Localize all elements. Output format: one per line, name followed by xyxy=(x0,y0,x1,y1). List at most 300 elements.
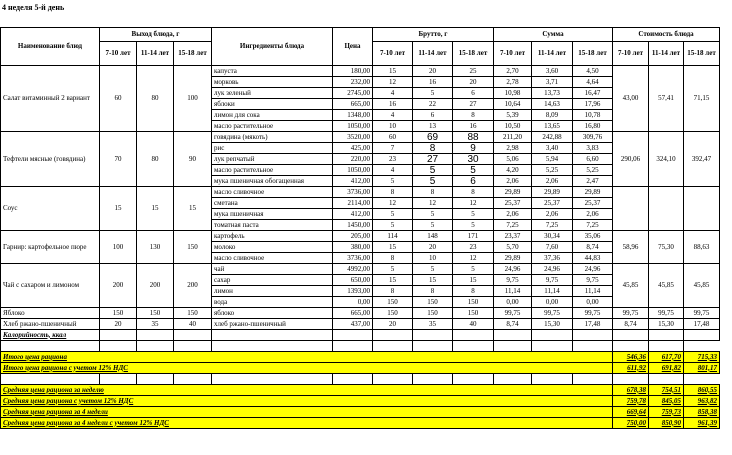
ingredient-sum: 9,75 xyxy=(532,275,573,286)
dish-cost xyxy=(649,187,684,231)
ingredient-gross: 22 xyxy=(413,99,453,110)
ingredient-sum: 4,20 xyxy=(494,165,532,176)
dish-cost: 45,85 xyxy=(684,264,720,308)
ingredient-sum: 0,00 xyxy=(494,297,532,308)
header-age: 7-10 лет xyxy=(613,42,649,66)
ingredient-gross: 5 xyxy=(453,209,494,220)
ingredient-sum: 3,40 xyxy=(532,143,573,154)
summary-row xyxy=(1,385,720,396)
ingredient-gross: 25 xyxy=(453,66,494,77)
ingredient-price: 665,00 xyxy=(333,308,373,319)
ingredient-gross: 5 xyxy=(373,264,413,275)
empty-cell xyxy=(212,330,333,341)
summary-row xyxy=(1,407,720,418)
ingredient-sum: 10,50 xyxy=(494,121,532,132)
summary-value: 759,78 xyxy=(613,396,649,407)
calories-label: Калорийность, ккал xyxy=(1,330,100,341)
dish-name: Хлеб ржано-пшеничный xyxy=(1,319,100,330)
dish-yield: 200 xyxy=(174,264,212,308)
ingredient-gross: 5 xyxy=(453,220,494,231)
ingredient-gross: 27 xyxy=(413,154,453,165)
header-cost: Стоимость блюда xyxy=(613,28,720,42)
dish-cost: 45,85 xyxy=(649,264,684,308)
dish-yield: 70 xyxy=(100,132,137,187)
ingredient-name: масло сливочное xyxy=(212,187,333,198)
summary-value: 801,17 xyxy=(684,363,720,374)
ingredient-gross: 150 xyxy=(453,297,494,308)
ingredient-sum: 5,25 xyxy=(532,165,573,176)
ingredient-sum: 211,20 xyxy=(494,132,532,143)
ingredient-gross: 9 xyxy=(453,143,494,154)
ingredient-sum: 7,25 xyxy=(532,220,573,231)
empty-cell xyxy=(1,374,100,385)
summary-label: Средняя цена рациона с учетом 12% НДС xyxy=(1,396,613,407)
dish-name: Гарнир: картофельное пюре xyxy=(1,231,100,264)
header-age: 11-14 лет xyxy=(532,42,573,66)
ingredient-sum: 16,80 xyxy=(573,121,613,132)
dish-yield: 130 xyxy=(137,231,174,264)
dish-yield: 150 xyxy=(100,308,137,319)
empty-cell xyxy=(573,374,613,385)
empty-cell xyxy=(100,374,137,385)
ingredient-sum: 7,25 xyxy=(494,220,532,231)
empty-cell xyxy=(453,341,494,352)
ingredient-sum: 10,98 xyxy=(494,88,532,99)
calories-row xyxy=(1,330,720,341)
dish-cost: 57,41 xyxy=(649,66,684,132)
table-row xyxy=(1,319,720,330)
ingredient-sum: 5,06 xyxy=(494,154,532,165)
empty-cell xyxy=(1,341,100,352)
dish-yield: 90 xyxy=(174,132,212,187)
summary-value: 860,55 xyxy=(684,385,720,396)
ingredient-gross: 8 xyxy=(413,187,453,198)
ingredient-gross: 150 xyxy=(413,297,453,308)
table-row xyxy=(1,187,720,198)
ingredient-price: 412,00 xyxy=(333,176,373,187)
ingredient-sum: 11,14 xyxy=(573,286,613,297)
summary-value: 715,33 xyxy=(684,352,720,363)
empty-cell xyxy=(212,374,333,385)
empty-cell xyxy=(212,341,333,352)
empty-cell xyxy=(174,341,212,352)
summary-value: 961,39 xyxy=(684,418,720,429)
ingredient-price: 1393,00 xyxy=(333,286,373,297)
ingredient-gross: 35 xyxy=(413,319,453,330)
ingredient-sum: 37,36 xyxy=(532,253,573,264)
ingredient-name: молоко xyxy=(212,242,333,253)
ingredient-gross: 20 xyxy=(373,319,413,330)
dish-cost: 15,30 xyxy=(649,319,684,330)
ingredient-gross: 8 xyxy=(453,110,494,121)
summary-value: 691,82 xyxy=(649,363,684,374)
dish-name: Яблоко xyxy=(1,308,100,319)
header-ingredients: Ингредиенты блюда xyxy=(212,28,333,66)
ingredient-gross: 5 xyxy=(453,165,494,176)
ingredient-name: томатная паста xyxy=(212,220,333,231)
dish-yield: 60 xyxy=(100,66,137,132)
ingredient-sum: 3,60 xyxy=(532,66,573,77)
ingredient-name: морковь xyxy=(212,77,333,88)
dish-name: Салат витаминный 2 вариант xyxy=(1,66,100,132)
ingredient-sum: 4,64 xyxy=(573,77,613,88)
empty-cell xyxy=(137,374,174,385)
ingredient-gross: 6 xyxy=(413,110,453,121)
header-row-groups xyxy=(1,28,720,42)
empty-cell xyxy=(613,330,649,341)
empty-cell xyxy=(649,330,684,341)
ingredient-name: сахар xyxy=(212,275,333,286)
ingredient-sum: 25,37 xyxy=(532,198,573,209)
dish-cost: 99,75 xyxy=(649,308,684,319)
empty-cell xyxy=(174,330,212,341)
ingredient-price: 0,00 xyxy=(333,297,373,308)
ingredient-price: 1050,00 xyxy=(333,121,373,132)
ingredient-gross: 15 xyxy=(373,242,413,253)
empty-cell xyxy=(137,341,174,352)
empty-cell xyxy=(174,374,212,385)
ingredient-gross: 8 xyxy=(373,253,413,264)
ingredient-price: 650,00 xyxy=(333,275,373,286)
ingredient-price: 2745,00 xyxy=(333,88,373,99)
ingredient-gross: 88 xyxy=(453,132,494,143)
ingredient-gross: 16 xyxy=(373,99,413,110)
empty-cell xyxy=(684,330,720,341)
ingredient-sum: 16,47 xyxy=(573,88,613,99)
summary-value: 611,92 xyxy=(613,363,649,374)
dish-yield: 15 xyxy=(174,187,212,231)
summary-label: Средняя цена рациона за 4 недели с учетом 12% НДС xyxy=(1,418,613,429)
ingredient-sum: 9,75 xyxy=(573,275,613,286)
dish-yield: 150 xyxy=(174,231,212,264)
ingredient-gross: 150 xyxy=(453,308,494,319)
dish-yield: 200 xyxy=(100,264,137,308)
ingredient-gross: 13 xyxy=(413,121,453,132)
header-age: 15-18 лет xyxy=(684,42,720,66)
ingredient-gross: 4 xyxy=(373,110,413,121)
ingredient-gross: 69 xyxy=(413,132,453,143)
ingredient-name: сметана xyxy=(212,198,333,209)
ingredient-gross: 8 xyxy=(373,286,413,297)
ingredient-sum: 3,83 xyxy=(573,143,613,154)
ingredient-name: лук репчатый xyxy=(212,154,333,165)
ingredient-gross: 20 xyxy=(413,242,453,253)
ingredient-gross: 12 xyxy=(373,198,413,209)
empty-cell xyxy=(532,330,573,341)
ingredient-gross: 16 xyxy=(413,77,453,88)
ingredient-price: 220,00 xyxy=(333,154,373,165)
ingredient-gross: 40 xyxy=(453,319,494,330)
ingredient-gross: 15 xyxy=(373,275,413,286)
dish-name: Тефтели мясные (говядина) xyxy=(1,132,100,187)
ingredient-price: 3736,00 xyxy=(333,253,373,264)
summary-value: 858,38 xyxy=(684,407,720,418)
ingredient-gross: 60 xyxy=(373,132,413,143)
empty-cell xyxy=(453,330,494,341)
dish-cost: 58,96 xyxy=(613,231,649,264)
ingredient-sum: 17,96 xyxy=(573,99,613,110)
ingredient-name: картофель xyxy=(212,231,333,242)
ingredient-sum: 309,76 xyxy=(573,132,613,143)
ingredient-sum: 44,83 xyxy=(573,253,613,264)
dish-cost: 392,47 xyxy=(684,132,720,187)
ingredient-name: мука пшеничная xyxy=(212,209,333,220)
dish-cost: 71,15 xyxy=(684,66,720,132)
summary-value: 617,70 xyxy=(649,352,684,363)
ingredient-sum: 2,06 xyxy=(494,209,532,220)
ingredient-price: 1450,00 xyxy=(333,220,373,231)
table-row xyxy=(1,66,720,77)
ingredient-sum: 11,14 xyxy=(494,286,532,297)
table-row xyxy=(1,132,720,143)
ingredient-gross: 15 xyxy=(453,275,494,286)
summary-label: Средняя цена рациона за неделю xyxy=(1,385,613,396)
dish-cost: 75,30 xyxy=(649,231,684,264)
ingredient-sum: 35,06 xyxy=(573,231,613,242)
ingredient-price: 180,00 xyxy=(333,66,373,77)
ingredient-gross: 6 xyxy=(453,176,494,187)
sheet-title: 4 неделя 5-й день xyxy=(2,3,65,12)
ingredient-gross: 27 xyxy=(453,99,494,110)
ingredient-gross: 5 xyxy=(373,176,413,187)
ingredient-sum: 2,06 xyxy=(494,176,532,187)
ingredient-gross: 15 xyxy=(373,66,413,77)
ingredient-gross: 5 xyxy=(413,220,453,231)
ingredient-sum: 25,37 xyxy=(573,198,613,209)
ingredient-sum: 11,14 xyxy=(532,286,573,297)
ingredient-gross: 8 xyxy=(413,143,453,154)
dish-cost: 8,74 xyxy=(613,319,649,330)
ingredient-sum: 7,25 xyxy=(573,220,613,231)
dish-name: Чай с сахаром и лимоном xyxy=(1,264,100,308)
header-age: 11-14 лет xyxy=(413,42,453,66)
ingredient-gross: 8 xyxy=(373,187,413,198)
dish-cost: 43,00 xyxy=(613,66,649,132)
ingredient-sum: 2,06 xyxy=(532,176,573,187)
ingredient-price: 425,00 xyxy=(333,143,373,154)
ingredient-price: 1348,00 xyxy=(333,110,373,121)
empty-cell xyxy=(333,341,373,352)
ingredient-sum: 7,60 xyxy=(532,242,573,253)
ingredient-gross: 5 xyxy=(413,176,453,187)
header-dish-name: Наименование блюд xyxy=(1,28,100,66)
empty-cell xyxy=(137,330,174,341)
ingredient-sum: 24,96 xyxy=(532,264,573,275)
empty-cell xyxy=(649,341,684,352)
empty-cell xyxy=(100,330,137,341)
ingredient-sum: 30,34 xyxy=(532,231,573,242)
header-yield: Выход блюда, г xyxy=(100,28,212,42)
empty-cell xyxy=(613,374,649,385)
ingredient-gross: 20 xyxy=(413,66,453,77)
empty-cell xyxy=(613,341,649,352)
summary-value: 963,82 xyxy=(684,396,720,407)
header-age: 7-10 лет xyxy=(494,42,532,66)
empty-cell xyxy=(684,374,720,385)
ingredient-name: масло сливочное xyxy=(212,253,333,264)
ingredient-gross: 12 xyxy=(373,77,413,88)
ingredient-gross: 8 xyxy=(413,286,453,297)
ingredient-gross: 23 xyxy=(373,154,413,165)
summary-value: 845,05 xyxy=(649,396,684,407)
ingredient-sum: 29,89 xyxy=(573,187,613,198)
empty-cell xyxy=(494,341,532,352)
dish-yield: 15 xyxy=(137,187,174,231)
table-row xyxy=(1,308,720,319)
ingredient-price: 412,00 xyxy=(333,209,373,220)
ingredient-sum: 17,48 xyxy=(573,319,613,330)
ingredient-gross: 12 xyxy=(413,198,453,209)
ingredient-gross: 6 xyxy=(453,88,494,99)
ingredient-name: говядина (мякоть) xyxy=(212,132,333,143)
ingredient-sum: 5,39 xyxy=(494,110,532,121)
dish-yield: 100 xyxy=(174,66,212,132)
empty-cell xyxy=(532,374,573,385)
ingredient-sum: 23,37 xyxy=(494,231,532,242)
dish-yield: 20 xyxy=(100,319,137,330)
ingredient-name: мука пшеничная обогащенная xyxy=(212,176,333,187)
ingredient-sum: 6,60 xyxy=(573,154,613,165)
table-row xyxy=(1,231,720,242)
summary-row xyxy=(1,363,720,374)
ingredient-sum: 2,06 xyxy=(573,209,613,220)
ingredient-price: 3520,00 xyxy=(333,132,373,143)
dish-yield: 200 xyxy=(137,264,174,308)
empty-cell xyxy=(453,374,494,385)
dish-yield: 35 xyxy=(137,319,174,330)
ingredient-sum: 242,88 xyxy=(532,132,573,143)
dish-name: Соус xyxy=(1,187,100,231)
dish-cost: 99,75 xyxy=(613,308,649,319)
ingredient-sum: 0,00 xyxy=(573,297,613,308)
dish-cost: 290,06 xyxy=(613,132,649,187)
dish-yield: 15 xyxy=(100,187,137,231)
ingredient-gross: 5 xyxy=(413,264,453,275)
summary-label: Итого цена рациона xyxy=(1,352,613,363)
ingredient-sum: 24,96 xyxy=(494,264,532,275)
ingredient-name: масло растительное xyxy=(212,121,333,132)
header-age: 11-14 лет xyxy=(649,42,684,66)
ingredient-sum: 2,78 xyxy=(494,77,532,88)
summary-value: 759,73 xyxy=(649,407,684,418)
summary-value: 678,38 xyxy=(613,385,649,396)
dish-yield: 100 xyxy=(100,231,137,264)
ingredient-gross: 30 xyxy=(453,154,494,165)
ingredient-gross: 7 xyxy=(373,143,413,154)
ingredient-price: 3736,00 xyxy=(333,187,373,198)
menu-table xyxy=(0,27,720,429)
header-age: 7-10 лет xyxy=(373,42,413,66)
ingredient-gross: 5 xyxy=(413,209,453,220)
blank-row xyxy=(1,374,720,385)
ingredient-price: 4992,00 xyxy=(333,264,373,275)
dish-yield: 80 xyxy=(137,132,174,187)
dish-yield: 80 xyxy=(137,66,174,132)
ingredient-sum: 29,89 xyxy=(494,187,532,198)
ingredient-gross: 5 xyxy=(413,88,453,99)
ingredient-sum: 9,75 xyxy=(494,275,532,286)
summary-row xyxy=(1,396,720,407)
ingredient-gross: 10 xyxy=(413,253,453,264)
dish-yield: 150 xyxy=(174,308,212,319)
ingredient-name: хлеб ржано-пшеничный xyxy=(212,319,333,330)
header-age: 15-18 лет xyxy=(174,42,212,66)
dish-cost: 17,48 xyxy=(684,319,720,330)
ingredient-gross: 150 xyxy=(373,308,413,319)
ingredient-price: 2114,00 xyxy=(333,198,373,209)
summary-row xyxy=(1,418,720,429)
empty-cell xyxy=(684,341,720,352)
ingredient-gross: 150 xyxy=(413,308,453,319)
header-age: 7-10 лет xyxy=(100,42,137,66)
dish-cost: 99,75 xyxy=(684,308,720,319)
ingredient-gross: 5 xyxy=(373,209,413,220)
ingredient-price: 232,00 xyxy=(333,77,373,88)
header-age: 11-14 лет xyxy=(137,42,174,66)
dish-cost: 45,85 xyxy=(613,264,649,308)
ingredient-gross: 5 xyxy=(413,165,453,176)
ingredient-price: 1050,00 xyxy=(333,165,373,176)
ingredient-gross: 148 xyxy=(413,231,453,242)
ingredient-name: лимон xyxy=(212,286,333,297)
ingredient-sum: 2,98 xyxy=(494,143,532,154)
ingredient-sum: 24,96 xyxy=(573,264,613,275)
empty-cell xyxy=(494,374,532,385)
ingredient-name: лимон для сока xyxy=(212,110,333,121)
ingredient-gross: 12 xyxy=(453,253,494,264)
dish-cost: 88,63 xyxy=(684,231,720,264)
dish-yield: 150 xyxy=(137,308,174,319)
header-age: 15-18 лет xyxy=(573,42,613,66)
empty-cell xyxy=(333,330,373,341)
ingredient-sum: 0,00 xyxy=(532,297,573,308)
ingredient-price: 665,00 xyxy=(333,99,373,110)
ingredient-gross: 114 xyxy=(373,231,413,242)
ingredient-sum: 99,75 xyxy=(532,308,573,319)
table-row xyxy=(1,264,720,275)
ingredient-price: 437,00 xyxy=(333,319,373,330)
ingredient-gross: 5 xyxy=(453,264,494,275)
ingredient-sum: 10,64 xyxy=(494,99,532,110)
summary-label: Итого цена рациона с учетом 12% НДС xyxy=(1,363,613,374)
empty-cell xyxy=(573,341,613,352)
ingredient-sum: 99,75 xyxy=(494,308,532,319)
ingredient-sum: 5,70 xyxy=(494,242,532,253)
empty-cell xyxy=(413,330,453,341)
ingredient-price: 205,00 xyxy=(333,231,373,242)
ingredient-sum: 8,74 xyxy=(494,319,532,330)
empty-cell xyxy=(100,341,137,352)
empty-cell xyxy=(373,374,413,385)
ingredient-sum: 8,74 xyxy=(573,242,613,253)
ingredient-gross: 150 xyxy=(373,297,413,308)
ingredient-gross: 23 xyxy=(453,242,494,253)
ingredient-price: 380,00 xyxy=(333,242,373,253)
summary-value: 750,00 xyxy=(613,418,649,429)
ingredient-sum: 2,70 xyxy=(494,66,532,77)
header-sum: Сумма xyxy=(494,28,613,42)
summary-value: 850,90 xyxy=(649,418,684,429)
ingredient-gross: 12 xyxy=(453,198,494,209)
dish-cost xyxy=(684,187,720,231)
empty-cell xyxy=(649,374,684,385)
ingredient-sum: 2,47 xyxy=(573,176,613,187)
ingredient-sum: 4,50 xyxy=(573,66,613,77)
summary-row xyxy=(1,352,720,363)
ingredient-name: масло растительное xyxy=(212,165,333,176)
empty-cell xyxy=(494,330,532,341)
ingredient-gross: 16 xyxy=(453,121,494,132)
